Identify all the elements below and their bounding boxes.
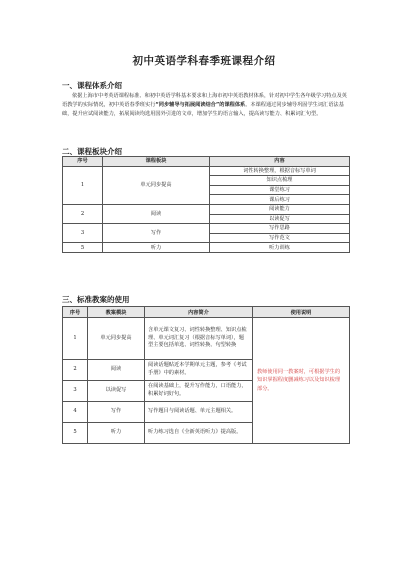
row-module: 阅读 — [103, 204, 210, 223]
header-module: 课程板块 — [103, 157, 210, 167]
row-no: 5 — [63, 423, 88, 444]
row-module: 单元同步提高 — [103, 166, 210, 204]
section1-paragraph — [62, 92, 352, 120]
row-content: 课堂练习 — [210, 185, 350, 195]
lesson-plan-table — [62, 306, 350, 444]
row-content: 知识点梳理 — [210, 176, 350, 186]
usage-note: 教师使用同一教案时，可根据学生的知识掌握程度删减练习以及知识梳理部分。 — [253, 318, 350, 444]
header-no: 序号 — [63, 307, 88, 318]
row-module: 以读促写 — [88, 381, 145, 402]
row-no: 2 — [63, 360, 88, 381]
header-no: 序号 — [63, 157, 103, 167]
section2-heading: 二、课程板块介绍 — [62, 147, 122, 156]
row-content: 以读促写 — [210, 214, 350, 224]
table-row — [63, 224, 350, 234]
header-description: 内容简介 — [145, 307, 253, 318]
table-row — [63, 204, 350, 214]
row-no: 1 — [63, 166, 103, 204]
header-usage: 使用说明 — [253, 307, 350, 318]
row-no: 3 — [63, 224, 103, 243]
row-content: 阅读能力 — [210, 204, 350, 214]
row-module: 写作 — [88, 402, 145, 423]
section1-heading: 一、课程体系介绍 — [62, 81, 122, 90]
row-content: 写作思路 — [210, 224, 350, 234]
row-description: 阅读话题贴近本学期单元主题，参考《考试手册》中的素材。 — [145, 360, 253, 381]
table-row — [63, 243, 350, 253]
row-content: 词性转换整理，根据音标写单词 — [210, 166, 350, 176]
row-content: 写作范文 — [210, 233, 350, 243]
row-no: 2 — [63, 204, 103, 223]
header-content: 内容 — [210, 157, 350, 167]
row-module: 单元同步提高 — [88, 318, 145, 360]
row-content: 听力训练 — [210, 243, 350, 253]
row-no: 1 — [63, 318, 88, 360]
row-module: 听力 — [88, 423, 145, 444]
row-description: 写作题目与阅读话题、单元主题相关。 — [145, 402, 253, 423]
row-module: 听力 — [103, 243, 210, 253]
table-header-row — [63, 157, 350, 167]
row-description: 听力练习选自《全新英语听力》提高版。 — [145, 423, 253, 444]
para-text-before: 依据上海市中考英语课程标准、和初中英语学科基本要求和上海市初中英语教材体系，针对初中学生各年级学习特点及英语教学的实际情况，初中英语春季班实行 — [62, 93, 347, 109]
section3-heading: 三、标准教案的使用 — [62, 295, 130, 304]
document-title: 初中英语学科春季班课程介绍 — [132, 55, 276, 67]
para-text-after: 。本课程通过同步辅导巩固学生词汇语法基础，提升应试阅读能力，拓展阅读均选用国外引进的文章，增加学生的语言输入，提高读写能力、积累词汇句型。 — [62, 102, 344, 118]
row-content: 课后练习 — [210, 195, 350, 205]
row-module: 写作 — [103, 224, 210, 243]
table-row — [63, 166, 350, 176]
header-module: 教案模块 — [88, 307, 145, 318]
row-no: 5 — [63, 243, 103, 253]
row-description: 在阅读基础上，提升写作能力，口语能力，积累好词好句。 — [145, 381, 253, 402]
row-description: 含单元课文复习、词性转换整理、知识点梳理、单元词汇复习（根据音标写单词），题型主要包括单选、词性转换、句型转换 — [145, 318, 253, 360]
row-module: 阅读 — [88, 360, 145, 381]
para-text-bold: “同步辅导与拓展阅读结合”的课程体系 — [155, 102, 246, 109]
row-no: 4 — [63, 402, 88, 423]
row-no: 3 — [63, 381, 88, 402]
table-row — [63, 318, 350, 360]
table-header-row — [63, 307, 350, 318]
course-module-table — [62, 156, 350, 253]
